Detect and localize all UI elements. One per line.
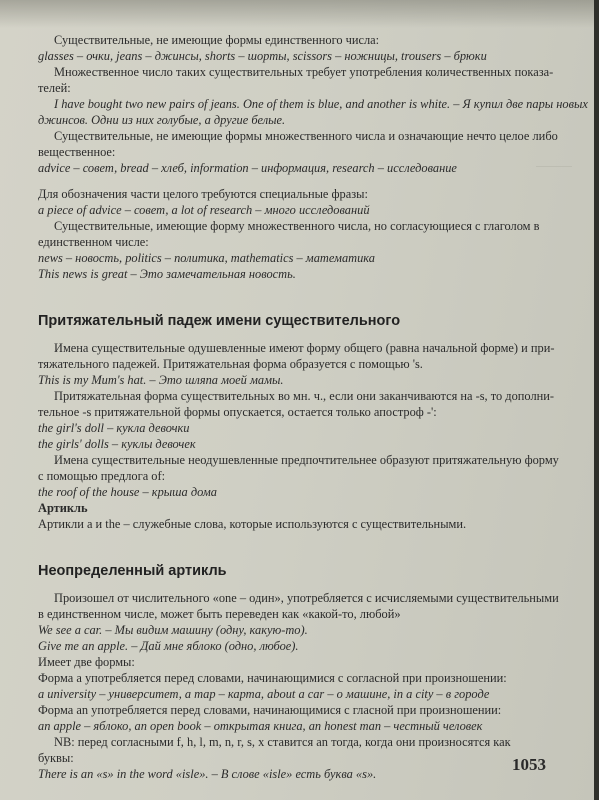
example-line: the girl's doll – кукла девочки — [38, 421, 190, 435]
section-heading: Притяжательный падеж имени существительного — [38, 313, 401, 329]
text-line: Существительные, не имеющие формы множественного числа и означающие нечто целое либо — [54, 129, 558, 143]
text-line: единственном числе: — [38, 235, 149, 249]
text-line: Произошел от числительного «one – один», употребляется с исчисляемыми существительными — [54, 591, 559, 605]
text-line: Форма a употребляется перед словами, начинающимися с согласной при произношении: — [38, 671, 507, 685]
text-line: с помощью предлога of: — [38, 469, 166, 483]
top-shadow — [0, 0, 594, 28]
example-line: джинсов. Одни из них голубые, а другие белые. — [38, 113, 286, 127]
bleed-through-text: ———— — [536, 161, 572, 171]
example-line: the roof of the house – крыша дома — [38, 485, 217, 499]
page-content — [38, 32, 588, 782]
text-line: NB: перед согласными f, h, l, m, n, r, s, x ставится an тогда, когда они произносятся как — [54, 735, 511, 749]
text-line: вещественное: — [38, 145, 116, 159]
text-line: Притяжательная форма существительных во мн. ч., если они заканчиваются на -s, то дополни- — [54, 389, 555, 403]
example-line: I have bought two new pairs of jeans. One of them is blue, and another is white. – Я купил две пары новых — [54, 97, 588, 111]
example-line: advice – совет, bread – хлеб, information – информация, research – исследование — [38, 161, 457, 175]
text-line: тяжательного падежей. Притяжательная форма образуется с помощью 's. — [38, 357, 423, 371]
text-line: Имеет две формы: — [38, 655, 135, 669]
text-line: Множественное число таких существительных требует употребления количественных показа- — [54, 65, 554, 79]
text-line: Существительные, имеющие форму множественного числа, но согласующиеся с глаголом в — [54, 219, 540, 233]
example-line: news – новость, politics – политика, mathematics – математика — [38, 251, 375, 265]
example-line: There is an «s» in the word «isle». – В слове «isle» есть буква «s». — [38, 767, 377, 781]
text-line: Имена существительные одушевленные имеют форму общего (равна начальной форме) и при- — [54, 341, 555, 355]
example-line: a piece of advice – совет, a lot of research – много исследований — [38, 203, 370, 217]
example-line: This is my Mum's hat. – Это шляпа моей мамы. — [38, 373, 284, 387]
example-line: an apple – яблоко, an open book – открытая книга, an honest man – честный человек — [38, 719, 483, 733]
text-line: Имена существительные неодушевленные предпочтительнее образуют притяжательную форму — [54, 453, 559, 467]
text-line: Артикли a и the – служебные слова, которые используются с существительными. — [38, 517, 467, 531]
text-line: Существительные, не имеющие формы единственного числа: — [54, 33, 380, 47]
example-line: This news is great – Это замечательная новость. — [38, 267, 296, 281]
text-line: glasses – очки, jeans – джинсы, shorts – шорты, scissors – ножницы, trousers – брюки — [38, 49, 487, 63]
text-line: телей: — [38, 81, 71, 95]
text-line: буквы: — [38, 751, 74, 765]
book-edge — [594, 0, 599, 800]
example-line: Give me an apple. – Дай мне яблоко (одно, любое). — [38, 639, 299, 653]
text-line: Форма an употребляется перед словами, начинающимися с гласной при произношении: — [38, 703, 502, 717]
example-line: the girls' dolls – куклы девочек — [38, 437, 196, 451]
subheading: Артикль — [38, 501, 88, 515]
page-number: 1053 — [512, 755, 546, 774]
section-heading: Неопределенный артикль — [38, 563, 227, 579]
text-line: тельное -s притяжательной формы опускается, остается только апостроф -': — [38, 405, 437, 419]
example-line: We see a car. – Мы видим машину (одну, какую-то). — [38, 623, 308, 637]
example-line: a university – университет, a map – карта, about a car – о машине, in a city – в городе — [38, 687, 490, 701]
text-line: Для обозначения части целого требуются специальные фразы: — [38, 187, 368, 201]
text-line: в единственном числе, может быть переведен как «какой-то, любой» — [38, 607, 401, 621]
